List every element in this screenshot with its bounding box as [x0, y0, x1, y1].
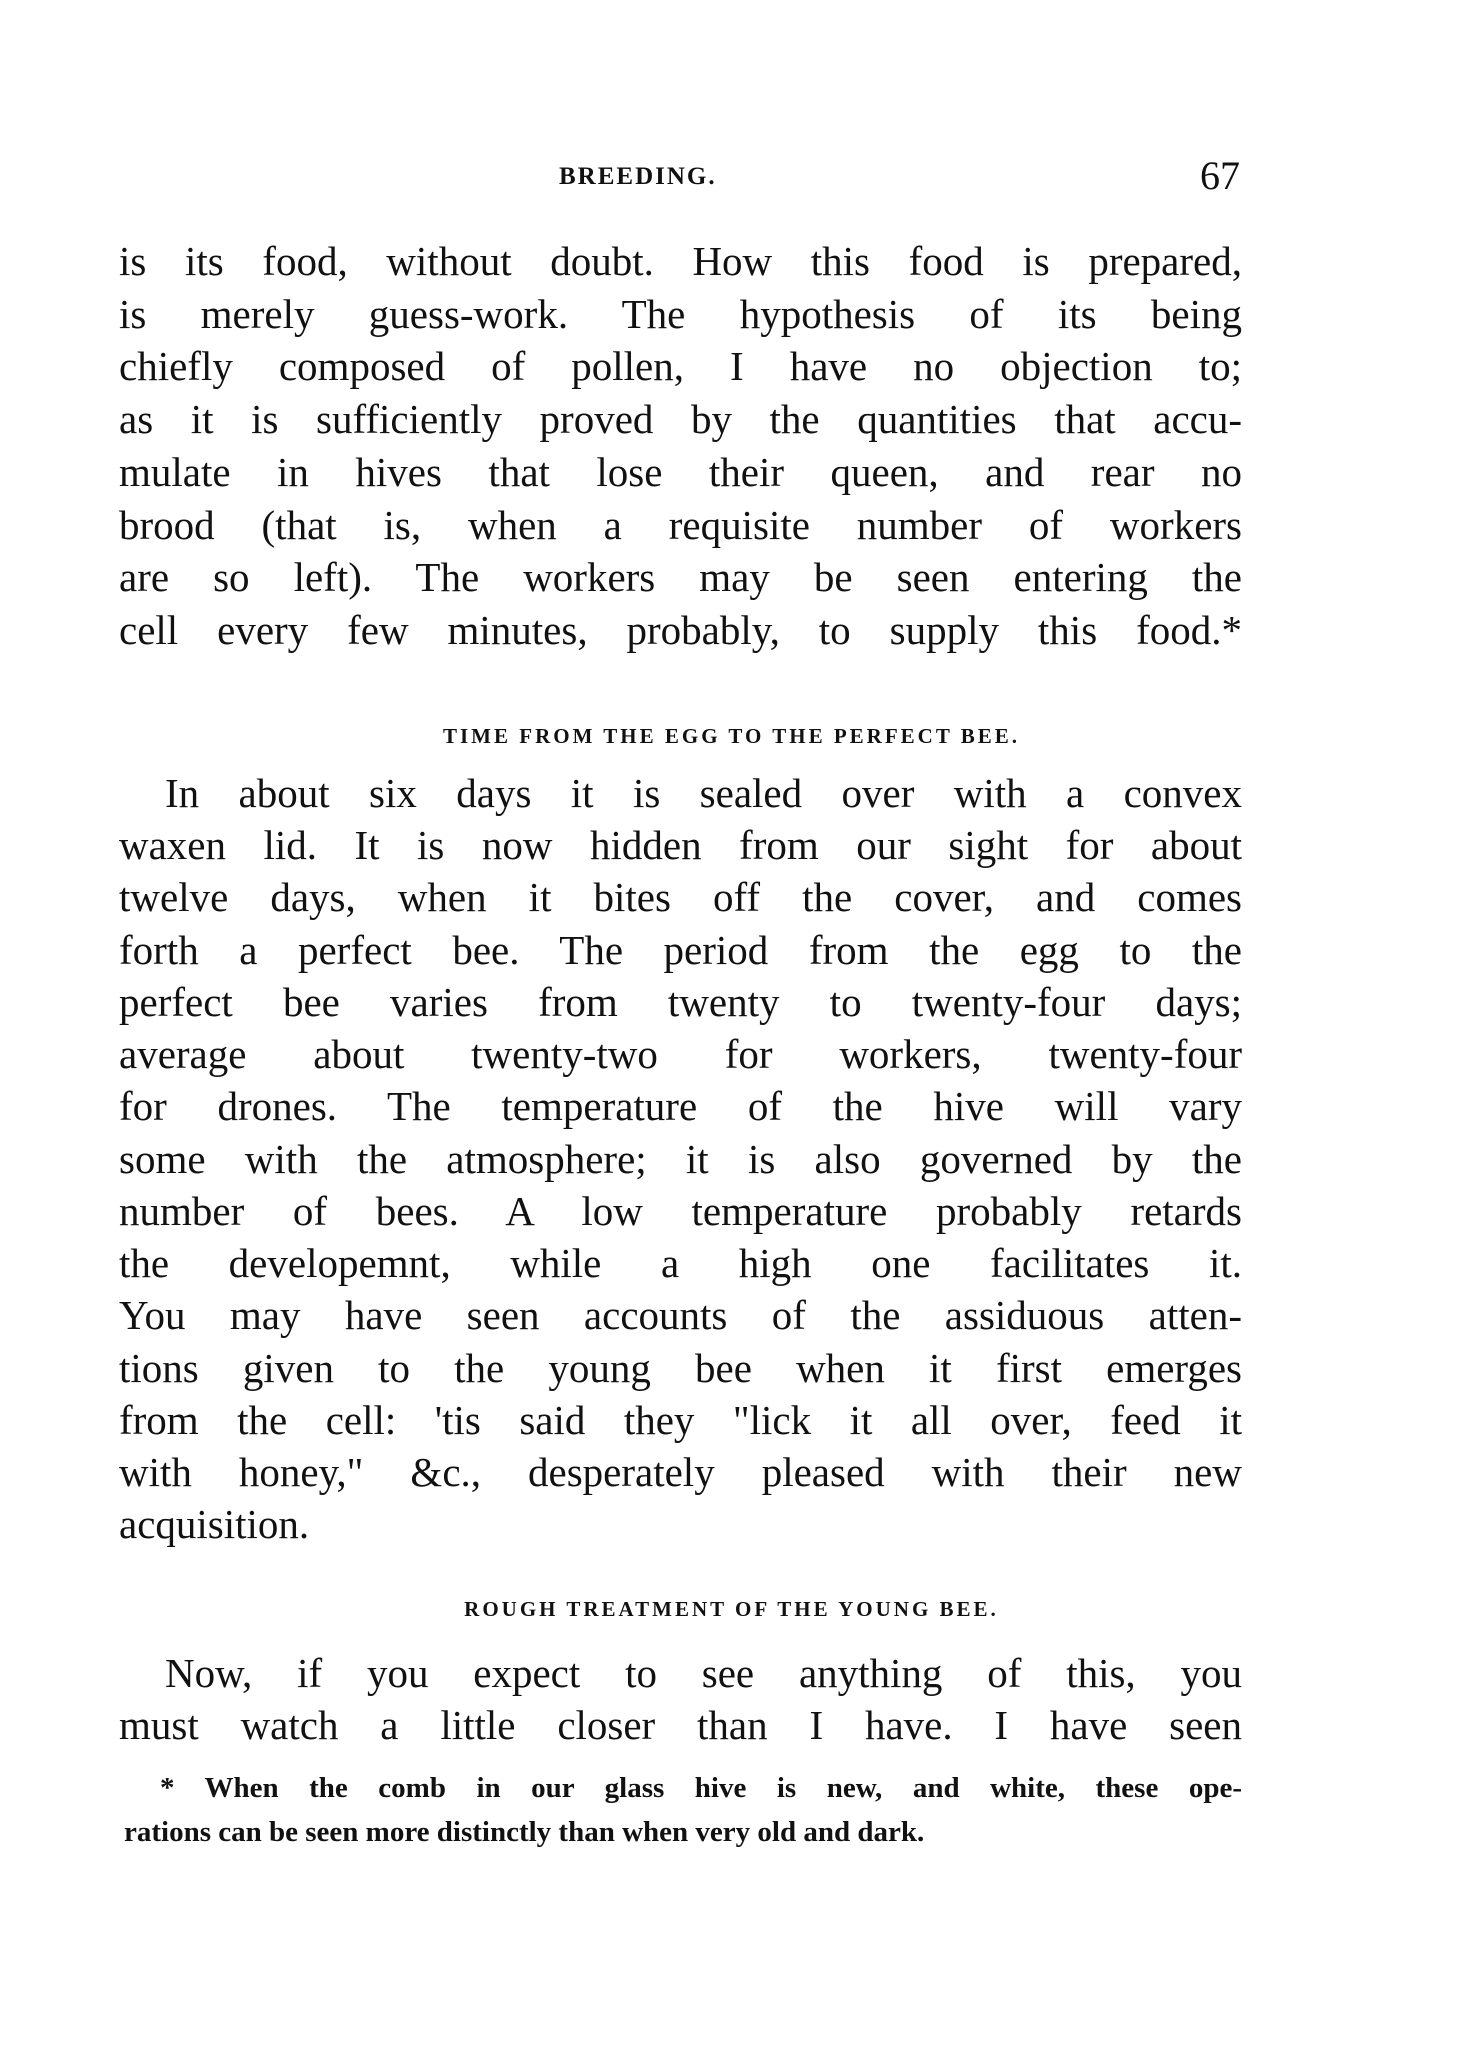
text-line: the developemnt, while a high one facilitates it. — [119, 1240, 1242, 1286]
text-line: waxen lid. It is now hidden from our sight for about — [119, 822, 1242, 868]
text-line: from the cell: 'tis said they "lick it all over, feed it — [119, 1397, 1242, 1443]
text-line: as it is sufficiently proved by the quantities that accu- — [119, 396, 1242, 442]
text-line: In about six days it is sealed over with a convex — [165, 770, 1242, 816]
section-heading: ROUGH TREATMENT OF THE YOUNG BEE. — [464, 1597, 999, 1621]
text-line: perfect bee varies from twenty to twenty-four days; — [119, 979, 1242, 1025]
footnote-line: * When the comb in our glass hive is new, and white, these ope- — [160, 1772, 1242, 1804]
text-line: with honey," &c., desperately pleased with their new — [119, 1449, 1242, 1495]
text-line: number of bees. A low temperature probably retards — [119, 1188, 1242, 1234]
text-line: are so left). The workers may be seen entering the — [119, 554, 1242, 600]
text-line: brood (that is, when a requisite number of workers — [119, 502, 1242, 548]
text-line: chiefly composed of pollen, I have no objection to; — [119, 343, 1242, 389]
footnote-line: rations can be seen more distinctly than when very old and dark. — [124, 1816, 925, 1848]
text-line: Now, if you expect to see anything of this, you — [165, 1650, 1242, 1696]
text-line: twelve days, when it bites off the cover, and comes — [119, 874, 1242, 920]
text-line: cell every few minutes, probably, to supply this food.* — [119, 607, 1242, 653]
page-number: 67 — [1200, 153, 1240, 198]
text-line: average about twenty-two for workers, twenty-four — [119, 1031, 1242, 1077]
text-line: forth a perfect bee. The period from the egg to the — [119, 927, 1242, 973]
text-line: is merely guess-work. The hypothesis of its being — [119, 291, 1242, 337]
text-line: tions given to the young bee when it first emerges — [119, 1345, 1242, 1391]
text-line: must watch a little closer than I have. I have seen — [119, 1702, 1242, 1748]
text-line: is its food, without doubt. How this food is prepared, — [119, 238, 1242, 284]
text-line: for drones. The temperature of the hive will vary — [119, 1083, 1242, 1129]
text-line: some with the atmosphere; it is also governed by the — [119, 1136, 1242, 1182]
text-line: You may have seen accounts of the assiduous atten- — [119, 1292, 1242, 1338]
running-title: BREEDING. — [559, 163, 717, 190]
section-heading: TIME FROM THE EGG TO THE PERFECT BEE. — [443, 724, 1020, 748]
text-line: acquisition. — [119, 1501, 310, 1547]
text-line: mulate in hives that lose their queen, and rear no — [119, 449, 1242, 495]
